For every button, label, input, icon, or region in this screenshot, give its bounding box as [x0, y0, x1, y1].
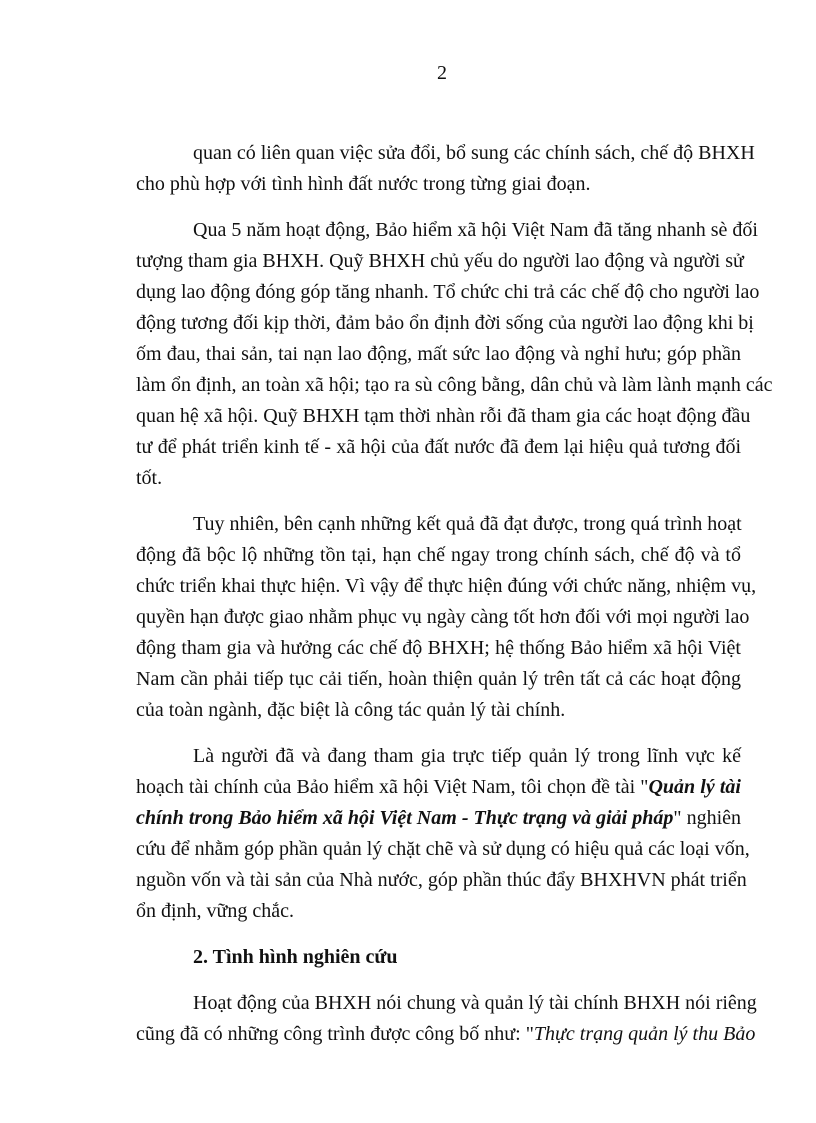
- paragraph-line: ổn định, vững chắc.: [136, 900, 295, 922]
- paragraph-line: Là người đã và đang tham gia trực tiếp quản lý trong lĩnh vực kế: [193, 745, 741, 767]
- paragraph-line: ốm đau, thai sản, tai nạn lao động, mất sức lao động và nghỉ hưu; góp phần: [136, 343, 741, 365]
- paragraph-line: dụng lao động đóng góp tăng nhanh. Tổ chức chi trả các chế độ cho người lao: [136, 281, 760, 303]
- thesis-title-text: chính trong Bảo hiểm xã hội Việt Nam - Thực trạng và giải pháp: [136, 807, 674, 829]
- paragraph-line: động đã bộc lộ những tồn tại, hạn chế ngay trong chính sách, chế độ và tổ: [136, 544, 741, 566]
- paragraph-line: Qua 5 năm hoạt động, Bảo hiểm xã hội Việt Nam đã tăng nhanh sè đối: [193, 219, 758, 241]
- paragraph-line: quan có liên quan việc sửa đổi, bổ sung các chính sách, chế độ BHXH: [193, 142, 755, 164]
- paragraph-line: cho phù hợp với tình hình đất nước trong từng giai đoạn.: [136, 173, 591, 195]
- paragraph-line: [136, 1019, 756, 1050]
- paragraph-text: cũng đã có những công trình được công bố như: ": [136, 1023, 534, 1045]
- paragraph-line: nguồn vốn và tài sản của Nhà nước, góp phần thúc đẩy BHXHVN phát triển: [136, 869, 747, 891]
- paragraph-line: quan hệ xã hội. Quỹ BHXH tạm thời nhàn rỗi đã tham gia các hoạt động đầu: [136, 405, 751, 427]
- paragraph-line: Tuy nhiên, bên cạnh những kết quả đã đạt được, trong quá trình hoạt: [193, 513, 742, 535]
- paragraph-line: của toàn ngành, đặc biệt là công tác quản lý tài chính.: [136, 699, 566, 721]
- section-heading: 2. Tình hình nghiên cứu: [193, 946, 398, 968]
- paragraph-line: làm ổn định, an toàn xã hội; tạo ra sù công bằng, dân chủ và làm lành mạnh các: [136, 374, 773, 396]
- paragraph-3: [136, 509, 757, 726]
- paragraph-4: [136, 741, 750, 927]
- paragraph-text: hoạch tài chính của Bảo hiểm xã hội Việt Nam, tôi chọn đề tài ": [136, 776, 649, 798]
- paragraph-line: tốt.: [136, 467, 163, 489]
- paragraph-text: " nghiên: [673, 807, 741, 829]
- paragraph-line: Nam cần phải tiếp tục cải tiến, hoàn thiện quản lý trên tất cả các hoạt động: [136, 668, 741, 690]
- paragraph-line: tượng tham gia BHXH. Quỹ BHXH chủ yếu do người lao động và người sử: [136, 250, 744, 272]
- paragraph-line: [136, 772, 741, 803]
- page-number: 2: [437, 62, 447, 84]
- paragraph-line: chức triển khai thực hiện. Vì vậy để thực hiện đúng với chức năng, nhiệm vụ,: [136, 575, 757, 597]
- paragraph-line: quyền hạn được giao nhằm phục vụ ngày càng tốt hơn đối với mọi người lao: [136, 606, 750, 628]
- paragraph-5: [136, 988, 757, 1050]
- paragraph-line: động tham gia và hưởng các chế độ BHXH; hệ thống Bảo hiểm xã hội Việt: [136, 637, 741, 659]
- paragraph-line: cứu để nhằm góp phần quản lý chặt chẽ và sử dụng có hiệu quả các loại vốn,: [136, 838, 750, 860]
- body-text: [136, 138, 773, 1050]
- paragraph-2: [136, 215, 773, 494]
- paragraph-line: [136, 803, 741, 834]
- thesis-title-text: Quản lý tài: [648, 776, 741, 798]
- paragraph-line: Hoạt động của BHXH nói chung và quản lý tài chính BHXH nói riêng: [193, 992, 757, 1014]
- paragraph-1: [136, 138, 755, 200]
- cited-work-title: Thực trạng quản lý thu Bảo: [533, 1023, 756, 1045]
- paragraph-line: tư để phát triển kinh tế - xã hội của đất nước đã đem lại hiệu quả tương đối: [136, 436, 741, 458]
- paragraph-line: động tương đối kịp thời, đảm bảo ổn định đời sống của người lao động khi bị: [136, 312, 754, 334]
